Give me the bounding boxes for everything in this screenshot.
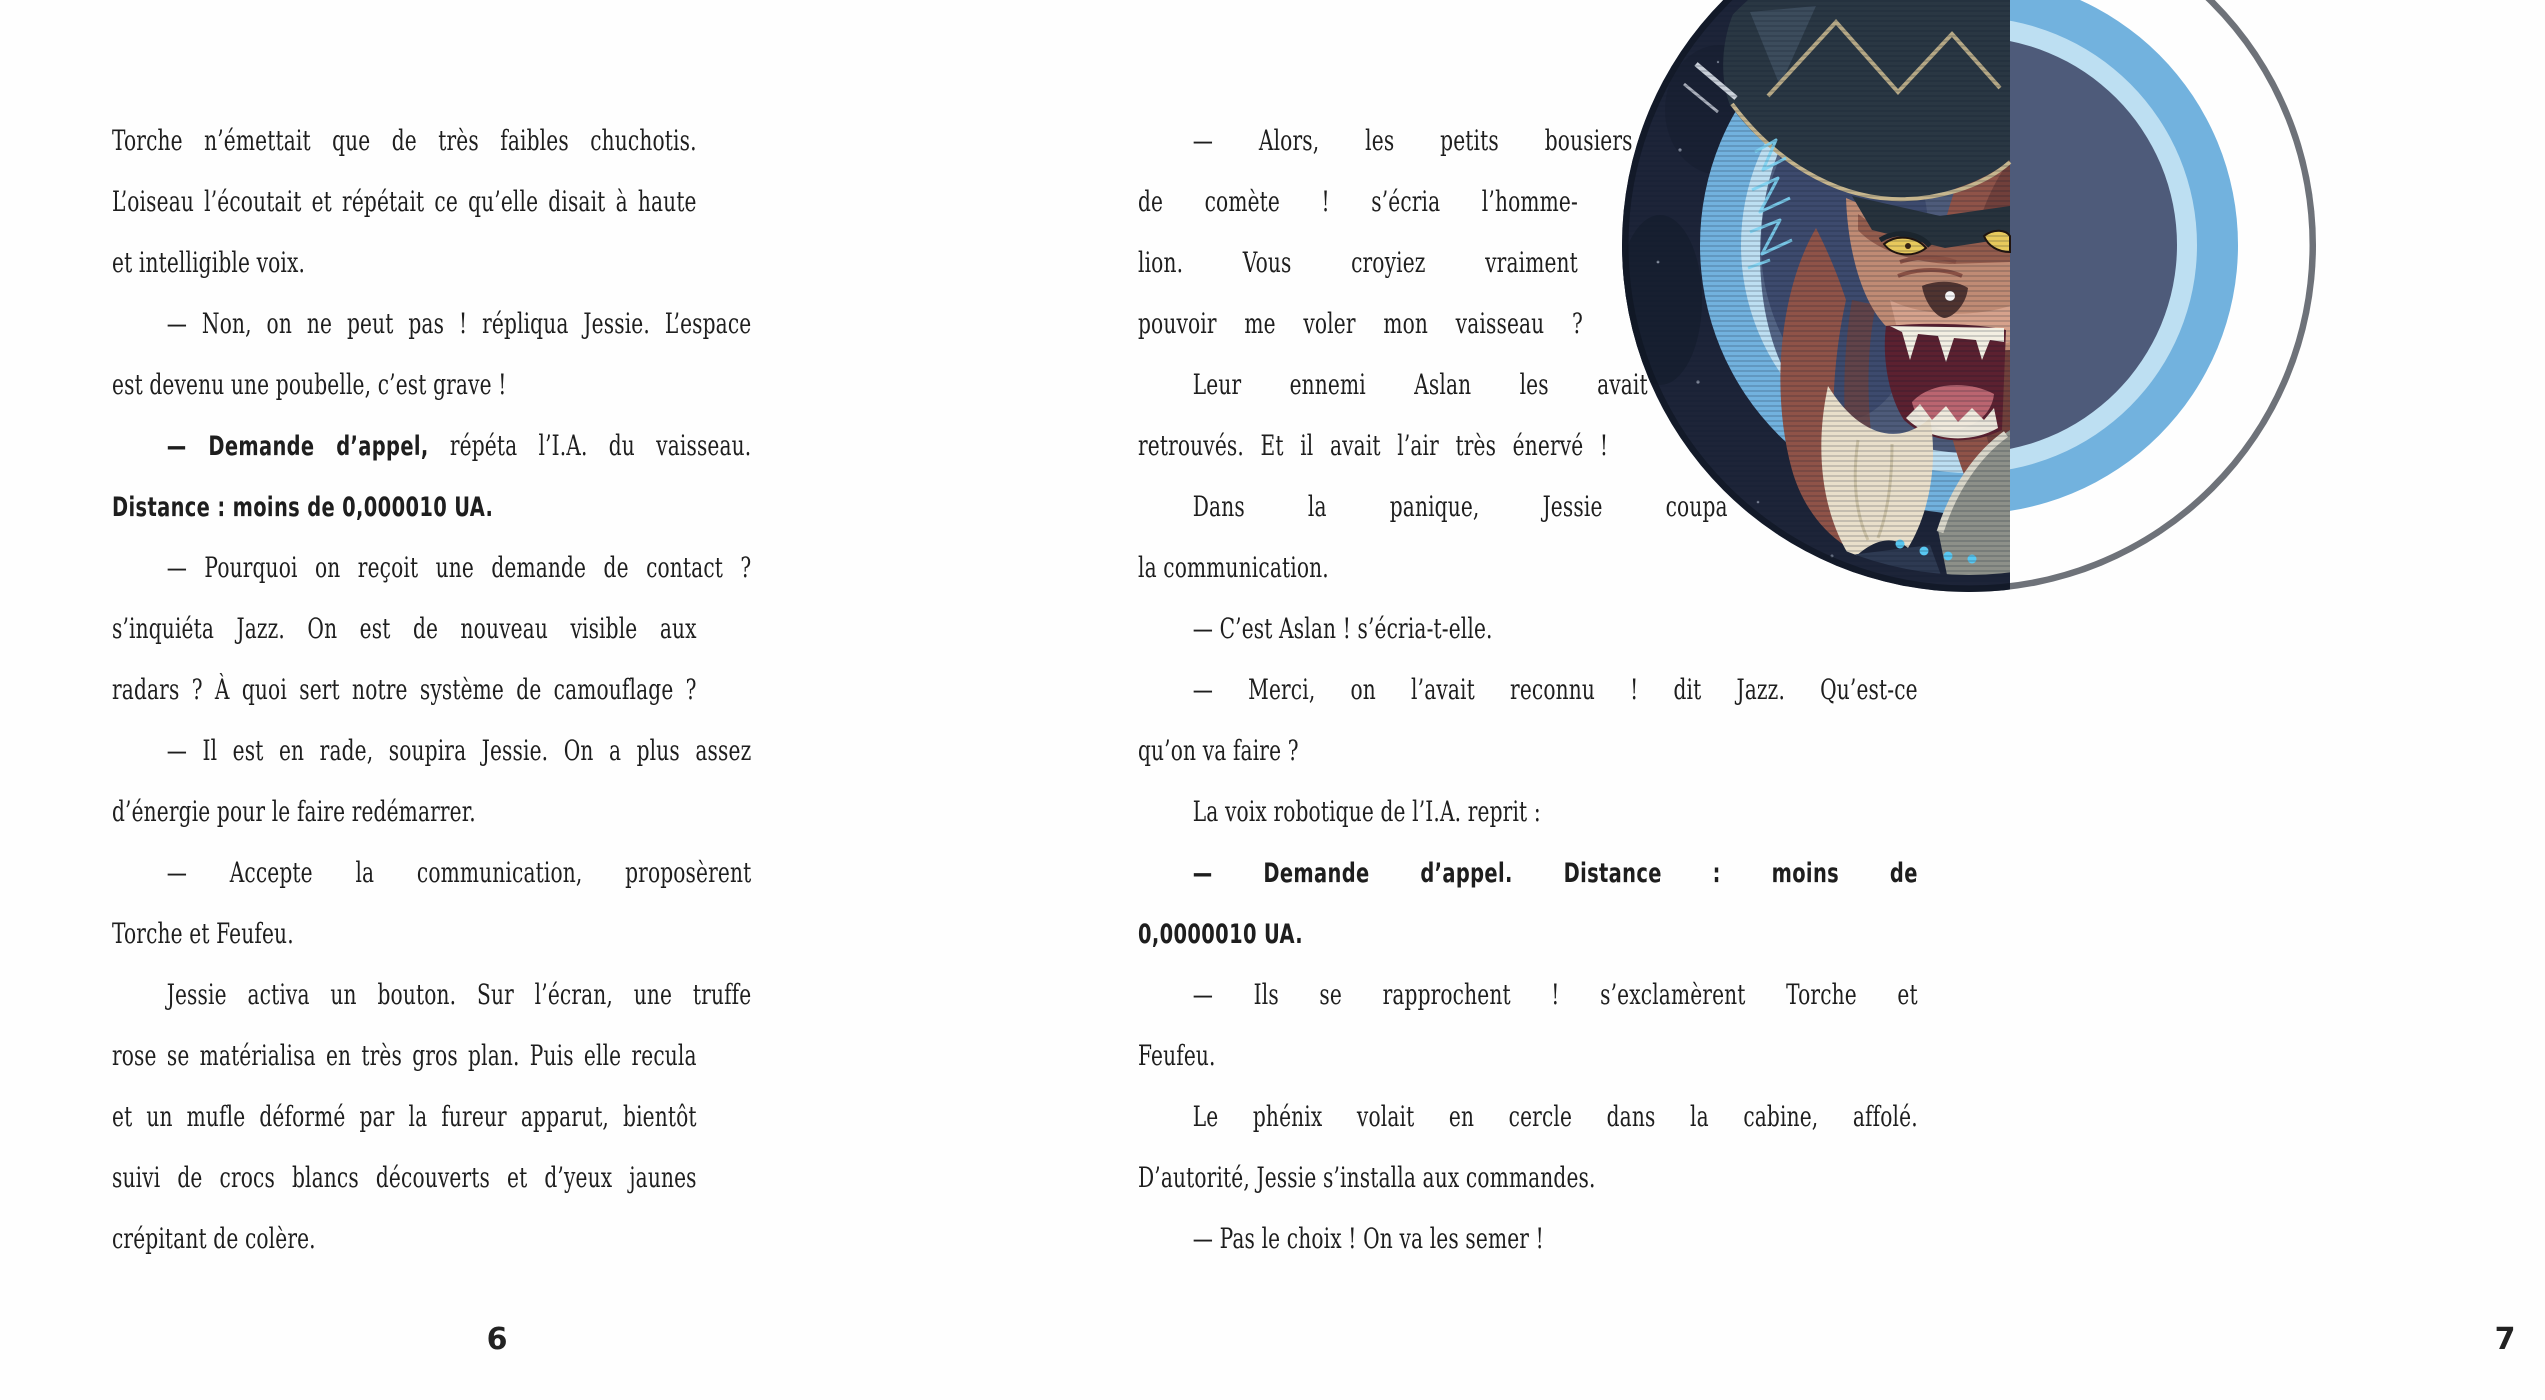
narrative-text: retrouvés. Et il avait l’air très énervé ! (1138, 429, 1609, 462)
narrative-text: lion. Vous croyiez vraiment (1138, 246, 1578, 279)
narrative-text: D’autorité, Jessie s’installa aux commandes. (1138, 1161, 1596, 1194)
viewscreen-svg (1600, 0, 2010, 600)
text-line (112, 916, 697, 952)
ai-voice-text: Distance : moins de 0,000010 UA. (112, 492, 494, 523)
text-line (1138, 611, 1918, 647)
narrative-text: pouvoir me voler mon vaisseau ? (1138, 307, 1583, 340)
narrative-text: radars ? À quoi sert notre système de camouflage ? (112, 673, 697, 706)
narrative-text: L’oiseau l’écoutait et répétait ce qu’elle disait à haute (112, 185, 697, 218)
text-line (112, 1221, 697, 1257)
narrative-text: suivi de crocs blancs découverts et d’yeux jaunes (112, 1161, 697, 1194)
narrative-text: qu’on va faire ? (1138, 734, 1299, 767)
narrative-text: — Il est en rade, soupira Jessie. On a plus assez (166, 734, 752, 767)
text-line (112, 367, 697, 403)
text-line (1138, 245, 1578, 281)
narrative-text: — Accepte la communication, proposèrent (166, 856, 752, 889)
text-line (112, 1160, 697, 1196)
ai-voice-text: — Demande d’appel, (166, 431, 429, 462)
narrative-text: Jessie activa un bouton. Sur l’écran, une truffe (166, 978, 752, 1011)
narrative-text: d’énergie pour le faire redémarrer. (112, 795, 476, 828)
text-line (1138, 672, 1918, 708)
narrative-text: Torche et Feufeu. (112, 917, 294, 950)
text-line (1138, 306, 1583, 342)
text-line (1138, 428, 1608, 464)
page-number-left: 6 (486, 1322, 508, 1357)
text-line (1138, 977, 1918, 1013)
narrative-text: Leur ennemi Aslan les avait (1192, 368, 1648, 401)
narrative-text: Torche n’émettait que de très faibles chuchotis. (112, 124, 697, 157)
ai-voice-text: 0,0000010 UA. (1138, 919, 1304, 950)
text-line (112, 428, 751, 465)
narrative-text: est devenu une poubelle, c’est grave ! (112, 368, 507, 401)
text-line (112, 306, 751, 342)
narrative-text: Dans la panique, Jessie coupa (1192, 490, 1728, 523)
text-line (112, 1099, 697, 1135)
text-line (1138, 184, 1578, 220)
narrative-text: — Pas le choix ! On va les semer ! (1192, 1222, 1544, 1255)
narrative-text: — Alors, les petits bousiers (1192, 124, 1633, 157)
text-line (112, 672, 697, 708)
narrative-text: La voix robotique de l’I.A. reprit : (1192, 795, 1541, 828)
narrative-text: et un mufle déformé par la fureur apparut, bientôt (112, 1100, 697, 1133)
text-line (1138, 1221, 1918, 1257)
text-line (112, 733, 751, 769)
text-line (1138, 916, 1863, 953)
text-line (1138, 794, 1918, 830)
text-line (112, 855, 751, 891)
narrative-text: rose se matérialisa en très gros plan. Puis elle recula (112, 1039, 697, 1072)
text-line (112, 184, 697, 220)
narrative-text: — Merci, on l’avait reconnu ! dit Jazz. Qu’est-ce (1192, 673, 1918, 706)
narrative-text: Le phénix volait en cercle dans la cabine, affolé. (1192, 1100, 1918, 1133)
text-line (112, 550, 751, 586)
narrative-text: — Non, on ne peut pas ! répliqua Jessie. L’espace (166, 307, 752, 340)
text-line (1138, 367, 1648, 403)
narrative-text: et intelligible voix. (112, 246, 306, 279)
narrative-text: — Pourquoi on reçoit une demande de contact ? (166, 551, 752, 584)
aslan-viewscreen-illustration (1600, 0, 2010, 600)
text-line (112, 977, 751, 1013)
text-line (1138, 733, 1863, 769)
text-line (1138, 1160, 1863, 1196)
text-line (1138, 1099, 1918, 1135)
narrative-text: — C’est Aslan ! s’écria-t-elle. (1192, 612, 1493, 645)
text-line (1138, 855, 1918, 892)
left-page (0, 0, 1000, 1400)
narrative-text: de comète ! s’écria l’homme- (1138, 185, 1578, 218)
text-line (1138, 1038, 1863, 1074)
text-line (112, 245, 697, 281)
text-line (112, 123, 697, 159)
text-line (112, 489, 697, 526)
narrative-text: la communication. (1138, 551, 1329, 584)
text-line (112, 1038, 697, 1074)
narrative-text: répéta l’I.A. du vaisseau. (428, 429, 752, 462)
narrative-text: crépitant de colère. (112, 1222, 316, 1255)
text-line (112, 611, 697, 647)
text-line (1138, 123, 1633, 159)
narrative-text: Feufeu. (1138, 1039, 1216, 1072)
narrative-text: — Ils se rapprochent ! s’exclamèrent Torche et (1192, 978, 1918, 1011)
ai-voice-text: — Demande d’appel. Distance : moins de (1192, 858, 1918, 889)
text-line (112, 794, 697, 830)
narrative-text: s’inquiéta Jazz. On est de nouveau visible aux (112, 612, 697, 645)
page-number-right: 7 (2494, 1322, 2516, 1357)
